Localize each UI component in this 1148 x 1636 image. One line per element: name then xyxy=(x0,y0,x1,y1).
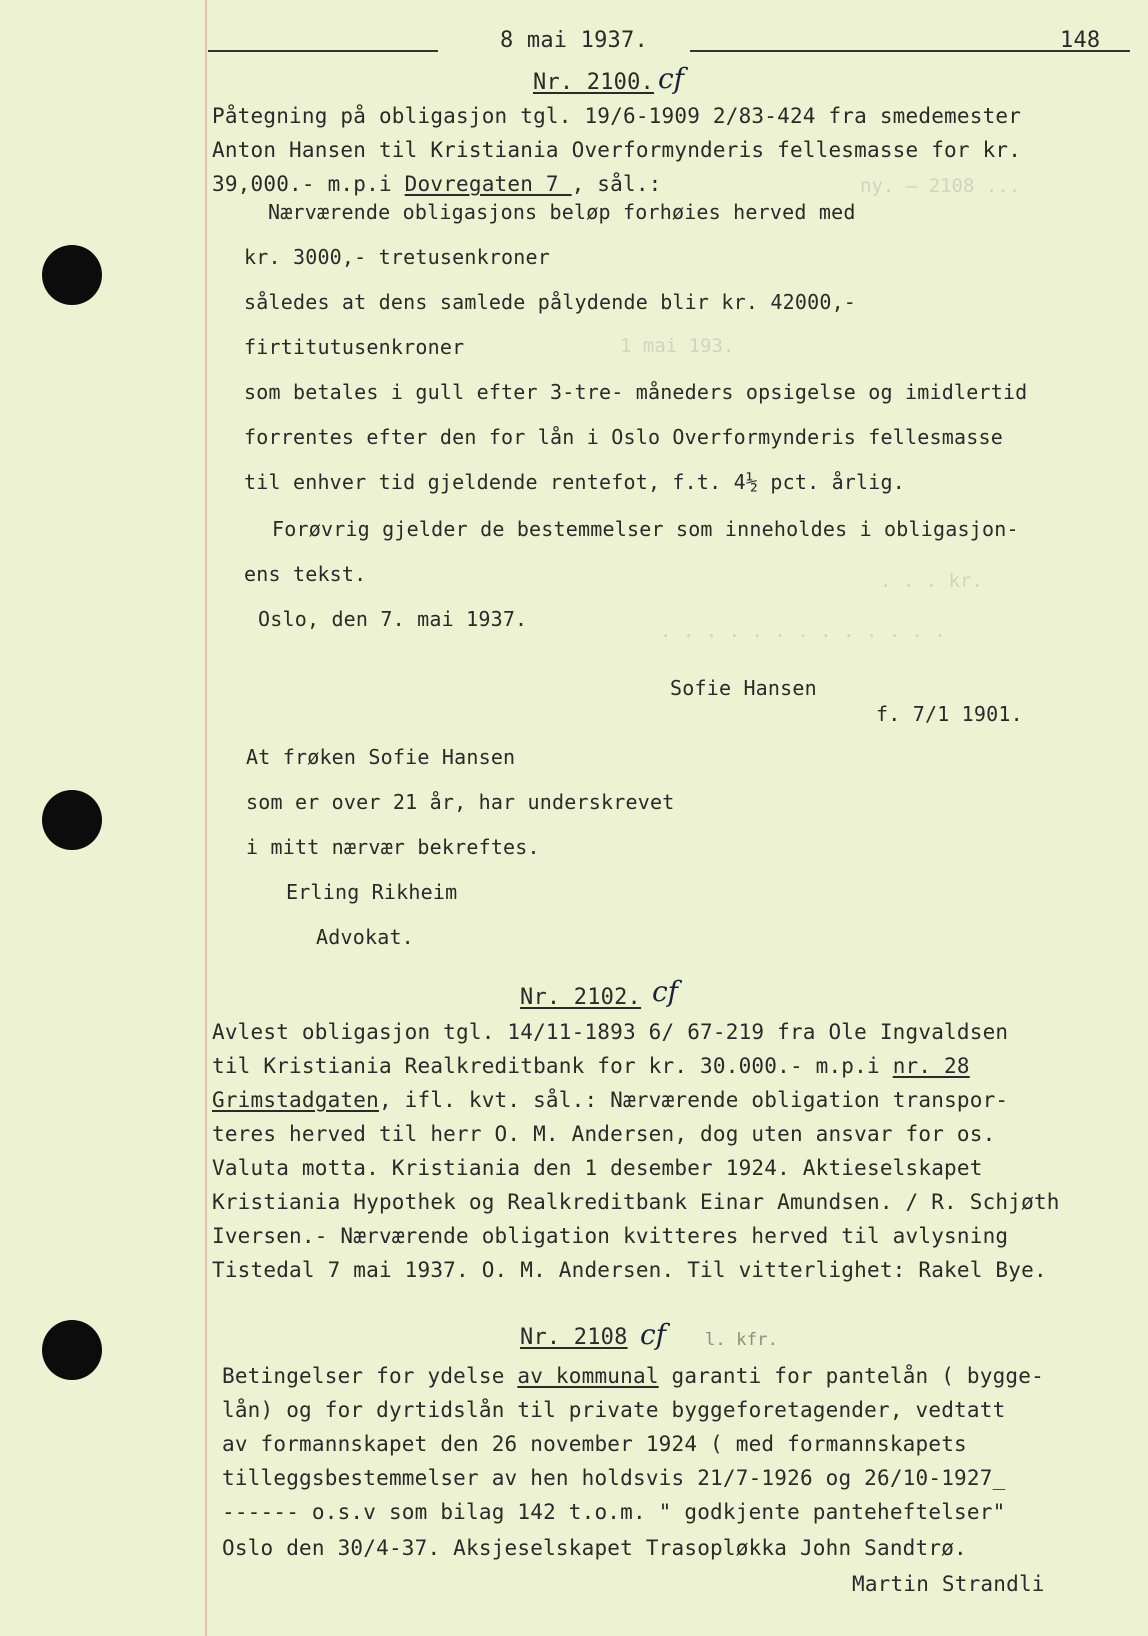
punch-hole-middle xyxy=(42,790,102,850)
entry-2100-initials: cf xyxy=(658,62,685,95)
entry-2100-place-date: Oslo, den 7. mai 1937. xyxy=(258,607,528,631)
entry-2102-text: Tistedal 7 mai 1937. O. M. Andersen. Til vitterlighet: Rakel Bye. xyxy=(212,1258,1047,1282)
entry-2100-body: Nærværende obligasjons beløp forhøies herved med xyxy=(268,200,856,224)
entry-2100-number: Nr. 2100. xyxy=(533,70,655,95)
entry-2100-signer-born: f. 7/1 1901. xyxy=(876,702,1023,726)
bleed-through-text: . . . . . . . . . . . . . xyxy=(660,620,946,642)
entry-2100-body: kr. 3000,- tretusenkroner xyxy=(244,245,551,269)
entry-2108-text: ------ o.s.v som bilag 142 t.o.m. " godkjente panteheftelser" xyxy=(222,1500,1006,1524)
entry-2108-suffix: l. kfr. xyxy=(705,1330,779,1350)
entry-2108-text: Oslo den 30/4-37. Aksjeselskapet Trasopløkka John Sandtrø. xyxy=(222,1536,967,1560)
entry-2108-text-part: garanti for pantelån ( bygge- xyxy=(658,1364,1044,1388)
entry-2108-text: lån) og for dyrtidslån til private byggeforetagender, vedtatt xyxy=(222,1398,1006,1422)
entry-2100-body: til enhver tid gjeldende rentefot, f.t. 4½ pct. årlig. xyxy=(244,470,906,494)
entry-2102-number: Nr. 2102. xyxy=(520,985,642,1010)
entry-2100-body: ens tekst. xyxy=(244,562,367,586)
entry-2100-body: forrentes efter den for lån i Oslo Overformynderis fellesmasse xyxy=(244,425,1003,449)
bleed-through-text: . . . kr. xyxy=(880,570,983,592)
entry-2100-witness: i mitt nærvær bekreftes. xyxy=(246,835,540,859)
entry-2108-signer: Martin Strandli xyxy=(852,1572,1045,1596)
margin-line xyxy=(205,0,207,1636)
intro-text: , sål.: xyxy=(571,172,662,196)
entry-2108-underlined: av kommunal xyxy=(517,1364,659,1388)
entry-2102-text: teres herved til herr O. M. Andersen, dog uten ansvar for os. xyxy=(212,1122,996,1146)
street-name: Grimstadgaten xyxy=(212,1088,379,1112)
entry-2102-text xyxy=(212,1054,970,1078)
entry-2102-text: Iversen.- Nærværende obligation kvitteres herved til avlysning xyxy=(212,1224,1009,1248)
entry-2108-initials: cf xyxy=(640,1318,667,1351)
entry-2100-body: Forøvrig gjelder de bestemmelser som inneholdes i obligasjon- xyxy=(272,517,1019,541)
street-number: nr. 28 xyxy=(892,1054,970,1078)
entry-2100-body: som betales i gull efter 3-tre- måneders opsigelse og imidlertid xyxy=(244,380,1028,404)
entry-2102-text: Kristiania Hypothek og Realkreditbank Einar Amundsen. / R. Schjøth xyxy=(212,1190,1060,1214)
entry-2108-text xyxy=(222,1364,1044,1388)
entry-2102-text: Avlest obligasjon tgl. 14/11-1893 6/ 67-219 fra Ole Ingvaldsen xyxy=(212,1020,1009,1044)
entry-2100-witness: som er over 21 år, har underskrevet xyxy=(246,790,675,814)
header-rule-left xyxy=(208,50,438,52)
page-number: 148 xyxy=(1060,28,1101,53)
bleed-through-text: 1 mai 193. xyxy=(620,335,735,357)
entry-2102-text-part: , ifl. kvt. sål.: Nærværende obligation transpor- xyxy=(378,1088,1009,1112)
entry-2100-intro: Påtegning på obligasjon tgl. 19/6-1909 2/83-424 fra smedemester xyxy=(212,104,1022,128)
bleed-through-text: ny. — 2108 ... xyxy=(860,175,1021,197)
entry-2102-initials: cf xyxy=(652,975,679,1008)
punch-hole-top xyxy=(42,245,102,305)
header-date: 8 mai 1937. xyxy=(500,28,648,53)
street-address: Dovregaten 7 xyxy=(404,172,572,196)
entry-2100-attorney-name: Erling Rikheim xyxy=(286,880,458,904)
punch-hole-bottom xyxy=(42,1320,102,1380)
entry-2102-text-part: til Kristiania Realkreditbank for kr. 30.000.- m.p.i xyxy=(212,1054,880,1078)
entry-2100-signer: Sofie Hansen xyxy=(670,676,817,700)
intro-text: 39,000.- m.p.i xyxy=(212,172,405,196)
entry-2102-text xyxy=(212,1088,1008,1112)
entry-2108-text-part: Betingelser for ydelse xyxy=(222,1364,518,1388)
entry-2102-text: Valuta motta. Kristiania den 1 desember 1924. Aktieselskapet xyxy=(212,1156,983,1180)
entry-2108-text: av formannskapet den 26 november 1924 ( med formannskapets xyxy=(222,1432,967,1456)
entry-2100-body: firtitutusenkroner xyxy=(244,335,465,359)
entry-2100-attorney-title: Advokat. xyxy=(316,925,414,949)
entry-2100-intro xyxy=(212,172,662,196)
entry-2100-intro: Anton Hansen til Kristiania Overformynderis fellesmasse for kr. xyxy=(212,138,1022,162)
entry-2100-witness: At frøken Sofie Hansen xyxy=(246,745,516,769)
entry-2108-number: Nr. 2108 xyxy=(520,1325,628,1350)
entry-2108-text: tilleggsbestemmelser av hen holdsvis 21/7-1926 og 26/10-1927_ xyxy=(222,1466,1006,1490)
entry-2100-body: således at dens samlede pålydende blir kr. 42000,- xyxy=(244,290,857,314)
